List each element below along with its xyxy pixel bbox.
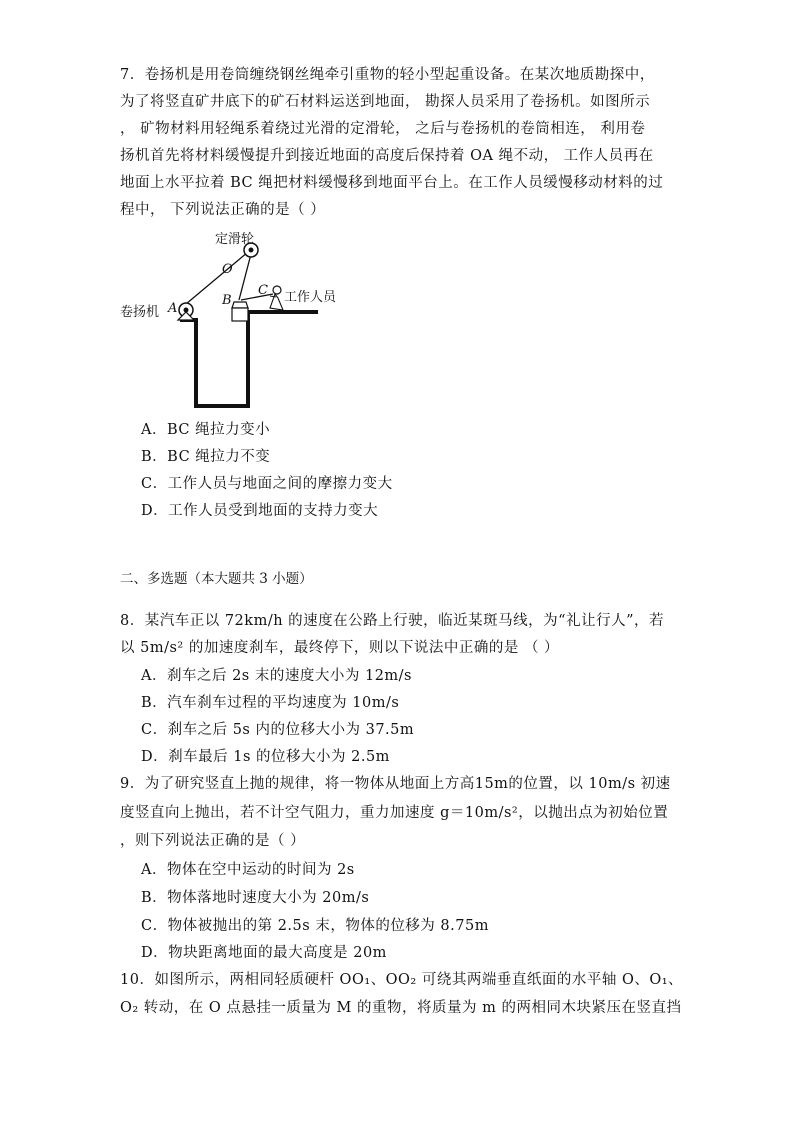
q7-option-c: C．工作人员与地面之间的摩擦力变大	[141, 476, 393, 492]
rope-oa	[186, 252, 248, 304]
q7-line-1: 7．卷扬机是用卷筒缠绕钢丝绳牵引重物的轻小型起重设备。在某次地质勘探中，	[120, 67, 655, 83]
q8-option-c: C．刹车之后 5s 内的位移大小为 37.5m	[141, 722, 415, 738]
q8-option-a: A．刹车之后 2s 末的速度大小为 12m/s	[141, 668, 412, 684]
q9-option-b: B．物体落地时速度大小为 20m/s	[141, 890, 370, 906]
q8-option-b: B．汽车刹车过程的平均速度为 10m/s	[141, 695, 400, 711]
q8-line-1: 8．某汽车正以 72km/h 的速度在公路上行驶，临近某斑马线，为“礼让行人”，若	[120, 613, 664, 629]
q10-line-1: 10．如图所示，两相同轻质硬杆 OO₁、OO₂ 可绕其两端垂直纸面的水平轴 O、O₁、	[120, 972, 684, 988]
q9-line-2: 度竖直向上抛出，若不计空气阻力，重力加速度 g＝10m/s²，以抛出点为初始位置	[120, 805, 669, 821]
rope-bc	[241, 294, 273, 300]
material-block-icon	[232, 302, 248, 308]
winch-label: 卷扬机	[120, 305, 160, 320]
q10-line-2: O₂ 转动，在 O 点悬挂一质量为 M 的重物，将质量为 m 的两相同木块紧压在竖直挡	[120, 1000, 682, 1016]
q7-line-2: 为了将竖直矿井底下的矿石材料运送到地面， 勘探人员采用了卷扬机。如图所示	[120, 94, 651, 110]
q7-line-5: 地面上水平拉着 BC 绳把材料缓慢移到地面平台上。在工作人员缓慢移动材料的过	[120, 175, 664, 191]
q9-option-c: C．物体被抛出的第 2.5s 末，物体的位移为 8.75m	[141, 918, 489, 934]
worker-icon	[273, 286, 281, 294]
q7-option-d: D．工作人员受到地面的支持力变大	[141, 503, 379, 519]
q9-option-d: D．物块距离地面的最大高度是 20m	[141, 945, 387, 961]
pulley-label: 定滑轮	[215, 232, 255, 247]
worker-label: 工作人员	[284, 290, 337, 305]
q7-option-b: B．BC 绳拉力不变	[141, 449, 271, 465]
q9-line-1: 9．为了研究竖直上抛的规律，将一物体从地面上方高15m的位置，以 10m/s 初速	[120, 776, 671, 792]
q8-option-d: D．刹车最后 1s 的位移大小为 2.5m	[141, 749, 390, 765]
q8-line-2: 以 5m/s² 的加速度刹车，最终停下，则以下说法中正确的是 （ ）	[120, 640, 560, 656]
label-b: B	[222, 293, 232, 308]
q9-line-3: ，则下列说法正确的是（ ）	[120, 833, 306, 849]
label-o: O	[222, 262, 233, 277]
section-title: 二、多选题（本大题共 3 小题）	[120, 571, 313, 587]
q7-line-3: ， 矿物材料用轻绳系着绕过光滑的定滑轮， 之后与卷扬机的卷筒相连， 利用卷	[120, 121, 646, 137]
mine-pit-outline	[180, 312, 318, 406]
rope-ob	[239, 254, 251, 300]
q7-line-6: 程中， 下列说法正确的是（ ）	[120, 202, 326, 218]
q7-option-a: A．BC 绳拉力变小	[141, 422, 271, 438]
winch-diagram	[118, 228, 358, 413]
q7-line-4: 扬机首先将材料缓慢提升到接近地面的高度后保持着 OA 绳不动， 工作人员再在	[120, 148, 654, 164]
label-a: A	[168, 301, 178, 316]
label-c: C	[258, 283, 268, 298]
q9-option-a: A．物体在空中运动的时间为 2s	[141, 862, 355, 878]
